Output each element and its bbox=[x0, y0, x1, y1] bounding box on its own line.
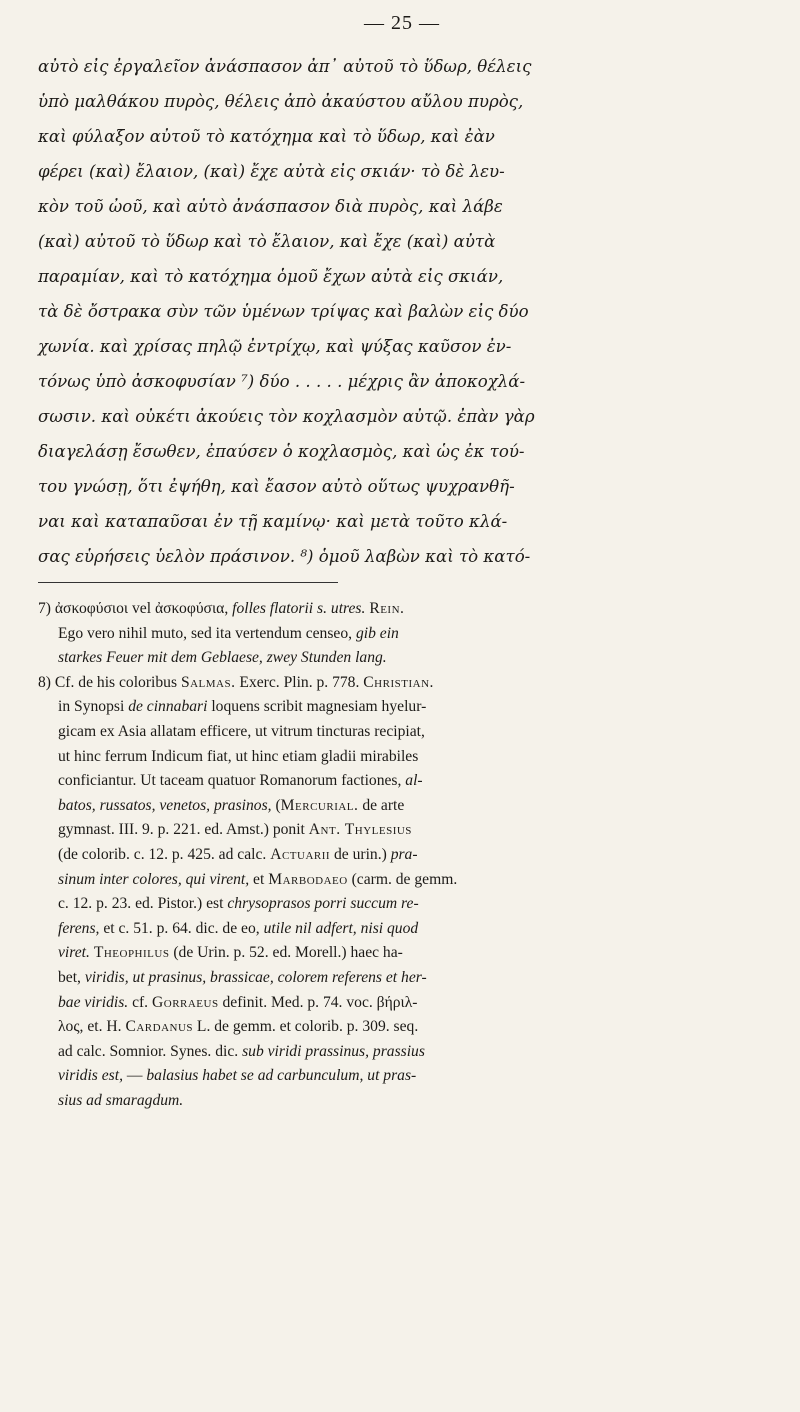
footnote-line: batos, russatos, venetos, prasinos, (Mercurial. de arte bbox=[58, 796, 405, 814]
footnote-line: 7) ἀσκοφύσιοι vel ἀσκοφύσια, folles flatorii s. utres. Rein. bbox=[38, 600, 405, 617]
text-line: αὐτὸ εἰς ἐργαλεῖον ἀνάσπασον ἀπ᾽ αὐτοῦ τὸ ὕδωρ, θέλεις bbox=[38, 57, 532, 76]
footnote-line: in Synopsi de cinnabari loquens scribit magnesiam hyelur- bbox=[58, 698, 427, 716]
footnote-divider bbox=[38, 582, 338, 583]
text-line: καὶ φύλαξον αὐτοῦ τὸ κατόχημα καὶ τὸ ὕδωρ, καὶ ἐὰν bbox=[38, 127, 495, 146]
footnote-line: ut hinc ferrum Indicum fiat, ut hinc etiam gladii mirabiles bbox=[58, 747, 419, 765]
footnote bbox=[38, 671, 766, 1114]
text-line: φέρει (καὶ) ἔλαιον, (καὶ) ἔχε αὐτὰ εἰς σκιάν· τὸ δὲ λευ- bbox=[38, 162, 505, 181]
text-line: τόνως ὑπὸ ἀσκοφυσίαν ⁷) δύο . . . . . μέχρις ἂν ἀποκοχλά- bbox=[38, 372, 526, 391]
text-line: σας εὑρήσεις ὑελὸν πράσινον. ⁸) ὁμοῦ λαβὼν καὶ τὸ κατό- bbox=[38, 547, 531, 566]
footnote-line: gicam ex Asia allatam efficere, ut vitrum tincturas recipiat, bbox=[58, 722, 425, 740]
text-line: χωνία. καὶ χρίσας πηλῷ ἐντρίχῳ, καὶ ψύξας καῦσον ἐν- bbox=[38, 337, 512, 356]
text-line: ὑπὸ μαλθάκου πυρὸς, θέλεις ἀπὸ ἀκαύστου αὔλου πυρὸς, bbox=[38, 92, 524, 111]
text-line: διαγελάσῃ ἔσωθεν, ἐπαύσεν ὁ κοχλασμὸς, καὶ ὡς ἐκ τού- bbox=[38, 442, 525, 461]
document-page bbox=[38, 12, 766, 1402]
footnote-line: gymnast. III. 9. p. 221. ed. Amst.) ponit Ant. Thylesius bbox=[58, 821, 412, 839]
footnote-line: starkes Feuer mit dem Geblaese, zwey Stunden lang. bbox=[58, 649, 387, 667]
text-line: κὸν τοῦ ὠοῦ, καὶ αὐτὸ ἀνάσπασον διὰ πυρὸς, καὶ λάβε bbox=[38, 197, 503, 216]
footnote-line: bet, viridis, ut prasinus, brassicae, colorem referens et her- bbox=[58, 968, 427, 986]
footnote-line: bae viridis. cf. Gorraeus definit. Med. p. 74. voc. βήριλ- bbox=[58, 993, 418, 1011]
text-line: (καὶ) αὐτοῦ τὸ ὕδωρ καὶ τὸ ἔλαιον, καὶ ἔχε (καὶ) αὐτὰ bbox=[38, 232, 496, 251]
footnote-line: conficiantur. Ut taceam quatuor Romanorum factiones, al- bbox=[58, 772, 423, 790]
footnote-line: ferens, et c. 51. p. 64. dic. de eo, utile nil adfert, nisi quod bbox=[58, 919, 419, 937]
page-number: — 25 — bbox=[364, 12, 440, 34]
footnotes bbox=[38, 597, 766, 1113]
footnote-line: sius ad smaragdum. bbox=[58, 1091, 184, 1109]
footnote-line: viridis est, — balasius habet se ad carbunculum, ut pras- bbox=[58, 1067, 417, 1085]
main-greek-text bbox=[38, 49, 766, 574]
text-line: σωσιν. καὶ οὐκέτι ἀκούεις τὸν κοχλασμὸν αὐτῷ. ἐπὰν γὰρ bbox=[38, 407, 535, 426]
footnote-line: λος, et. H. Cardanus L. de gemm. et colorib. p. 309. seq. bbox=[58, 1018, 419, 1036]
footnote-line: 8) Cf. de his coloribus Salmas. Exerc. Plin. p. 778. Christian. bbox=[38, 673, 434, 691]
footnote-line: Ego vero nihil muto, sed ita vertendum censeo, gib ein bbox=[58, 624, 399, 642]
footnote bbox=[38, 597, 766, 671]
footnote-line: (de colorib. c. 12. p. 425. ad calc. Actuarii de urin.) pra- bbox=[58, 845, 418, 863]
footnote-line: viret. Theophilus (de Urin. p. 52. ed. Morell.) haec ha- bbox=[58, 944, 403, 962]
text-line: παραμίαν, καὶ τὸ κατόχημα ὁμοῦ ἔχων αὐτὰ εἰς σκιάν, bbox=[38, 267, 504, 286]
footnote-line: c. 12. p. 23. ed. Pistor.) est chrysoprasos porri succum re- bbox=[58, 895, 419, 913]
footnote-line: sinum inter colores, qui virent, et Marbodaeo (carm. de gemm. bbox=[58, 870, 458, 888]
text-line: του γνώσῃ, ὅτι ἐψήθη, καὶ ἔασον αὐτὸ οὕτως ψυχρανθῆ- bbox=[38, 477, 515, 496]
text-line: ναι καὶ καταπαῦσαι ἐν τῇ καμίνῳ· καὶ μετὰ τοῦτο κλά- bbox=[38, 512, 508, 531]
footnote-line: ad calc. Somnior. Synes. dic. sub viridi prassinus, prassius bbox=[58, 1042, 425, 1060]
text-line: τὰ δὲ ὄστρακα σὺν τῶν ὑμένων τρίψας καὶ βαλὼν εἰς δύο bbox=[38, 302, 529, 321]
